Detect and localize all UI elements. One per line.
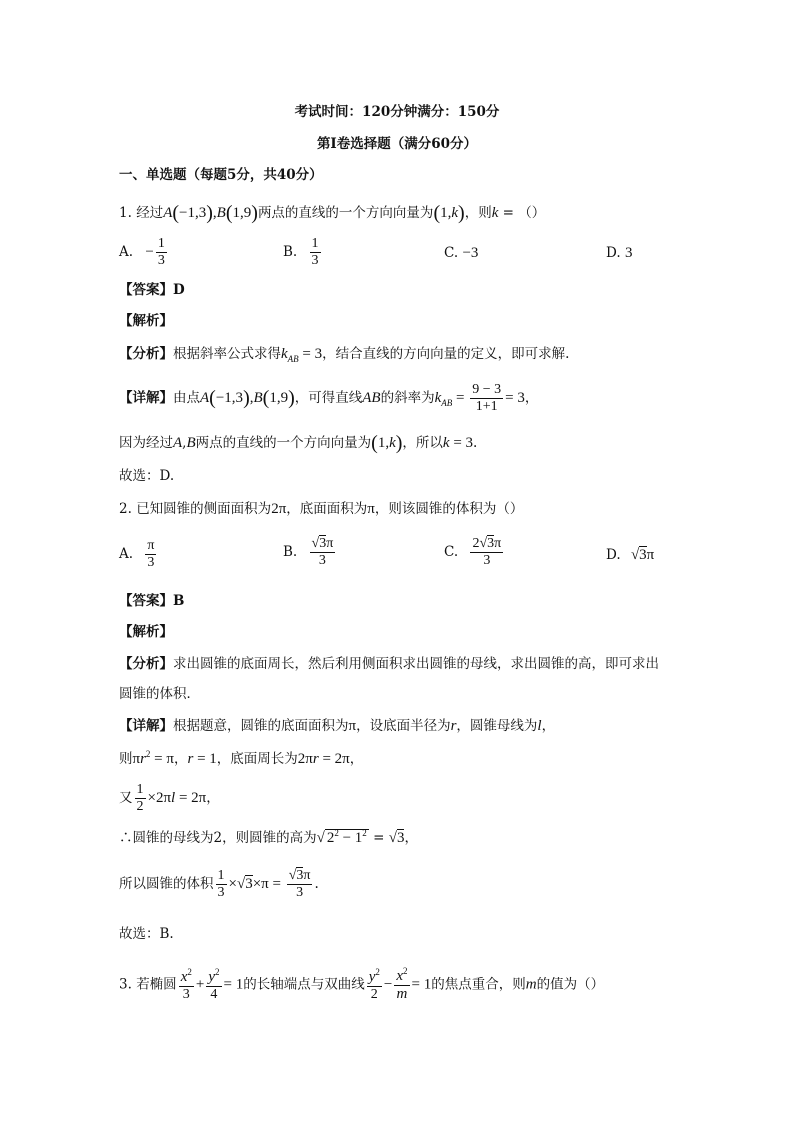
q2-fenxi: 【分析】求出圆锥的底面周长，然后利用侧面积求出圆锥的母线，求出圆锥的高，即可求出 xyxy=(119,656,659,672)
q2-answer: 【答案】B xyxy=(119,593,185,609)
q2-stem: 2. 已知圆锥的侧面面积为2π，底面面积为π，则该圆锥的体积为（） xyxy=(119,501,524,517)
q1-fenxi: 【分析】根据斜率公式求得$k_{AB} = 3$，结合直线的方向向量的定义，即可求解. xyxy=(119,346,570,364)
exam-info: 考试时间：120分钟满分：150分 xyxy=(294,104,500,120)
q2-detail-line4: ∴圆锥的母线为2，则圆锥的高为√ $2^2 - 1^2 = √3$， xyxy=(119,828,418,846)
section-title: 第Ⅰ卷选择题（满分60分） xyxy=(316,136,478,152)
q2-detail: 【详解】根据题意，圆锥的底面面积为π，设底面半径为r，圆锥母线为l， xyxy=(119,718,556,734)
q1-option-d: D. 3 xyxy=(606,245,633,261)
q2-option-c: C. $\frac{2√3\pi}{3}$ xyxy=(444,536,502,569)
q1-detail-line2: 因为经过A,B两点的直线的一个方向向量为(1,k)，所以k = 3. xyxy=(119,432,478,454)
q3-stem: 3. 若椭圆 $\frac{x^2}{3}$ + $\frac{y^2}{4}$ = 1的长轴端点与双曲线 $\frac{y^2}{2}$ − $\frac{x^2}{m}$ = 1的焦点重合，则m的值为（） xyxy=(119,966,605,1003)
q1-answer: 【答案】D xyxy=(119,282,185,298)
q1-option-a: A. − $\frac{1}{3}$ xyxy=(119,236,165,269)
part1-heading: 一、单选题（每题5分，共40分） xyxy=(119,167,323,183)
q1-choice: 故选：D. xyxy=(119,468,175,484)
q1-option-c: C. −3 xyxy=(444,245,479,261)
q2-fenxi-line2: 圆锥的体积． xyxy=(119,686,200,702)
q2-choice: 故选：B. xyxy=(119,926,174,942)
q2-analysis-label: 【解析】 xyxy=(119,624,173,640)
q2-detail-line5: 所以圆锥的体积 $\frac{1}{3}$ ×√3×π = $\frac{√3\pi}{3}$ . xyxy=(119,868,319,901)
q2-option-a: A. $\frac{\pi}{3}$ xyxy=(119,538,155,571)
q1-detail: 【详解】由点A(−1,3),B(1,9)，可得直线AB的斜率为$k_{AB}$ = $\frac{9 - 3}{1+1}$ = 3， xyxy=(119,382,539,415)
q1-analysis-label: 【解析】 xyxy=(119,313,173,329)
q2-detail-line2: 则$\pi r^2 = \pi$，r = 1，底面周长为2πr = 2π， xyxy=(119,749,364,767)
q1-stem: 1. 经过A(−1,3),B(1,9)两点的直线的一个方向向量为(1,k)，则k = （） xyxy=(119,202,546,224)
q2-option-b: B. $\frac{√3\pi}{3}$ xyxy=(283,536,334,569)
q2-detail-line3: 又 $\frac{1}{2}$ ×2πl = 2π， xyxy=(119,782,220,815)
q2-option-d: D. √3π xyxy=(606,547,655,563)
q1-option-b: B. $\frac{1}{3}$ xyxy=(283,236,319,269)
